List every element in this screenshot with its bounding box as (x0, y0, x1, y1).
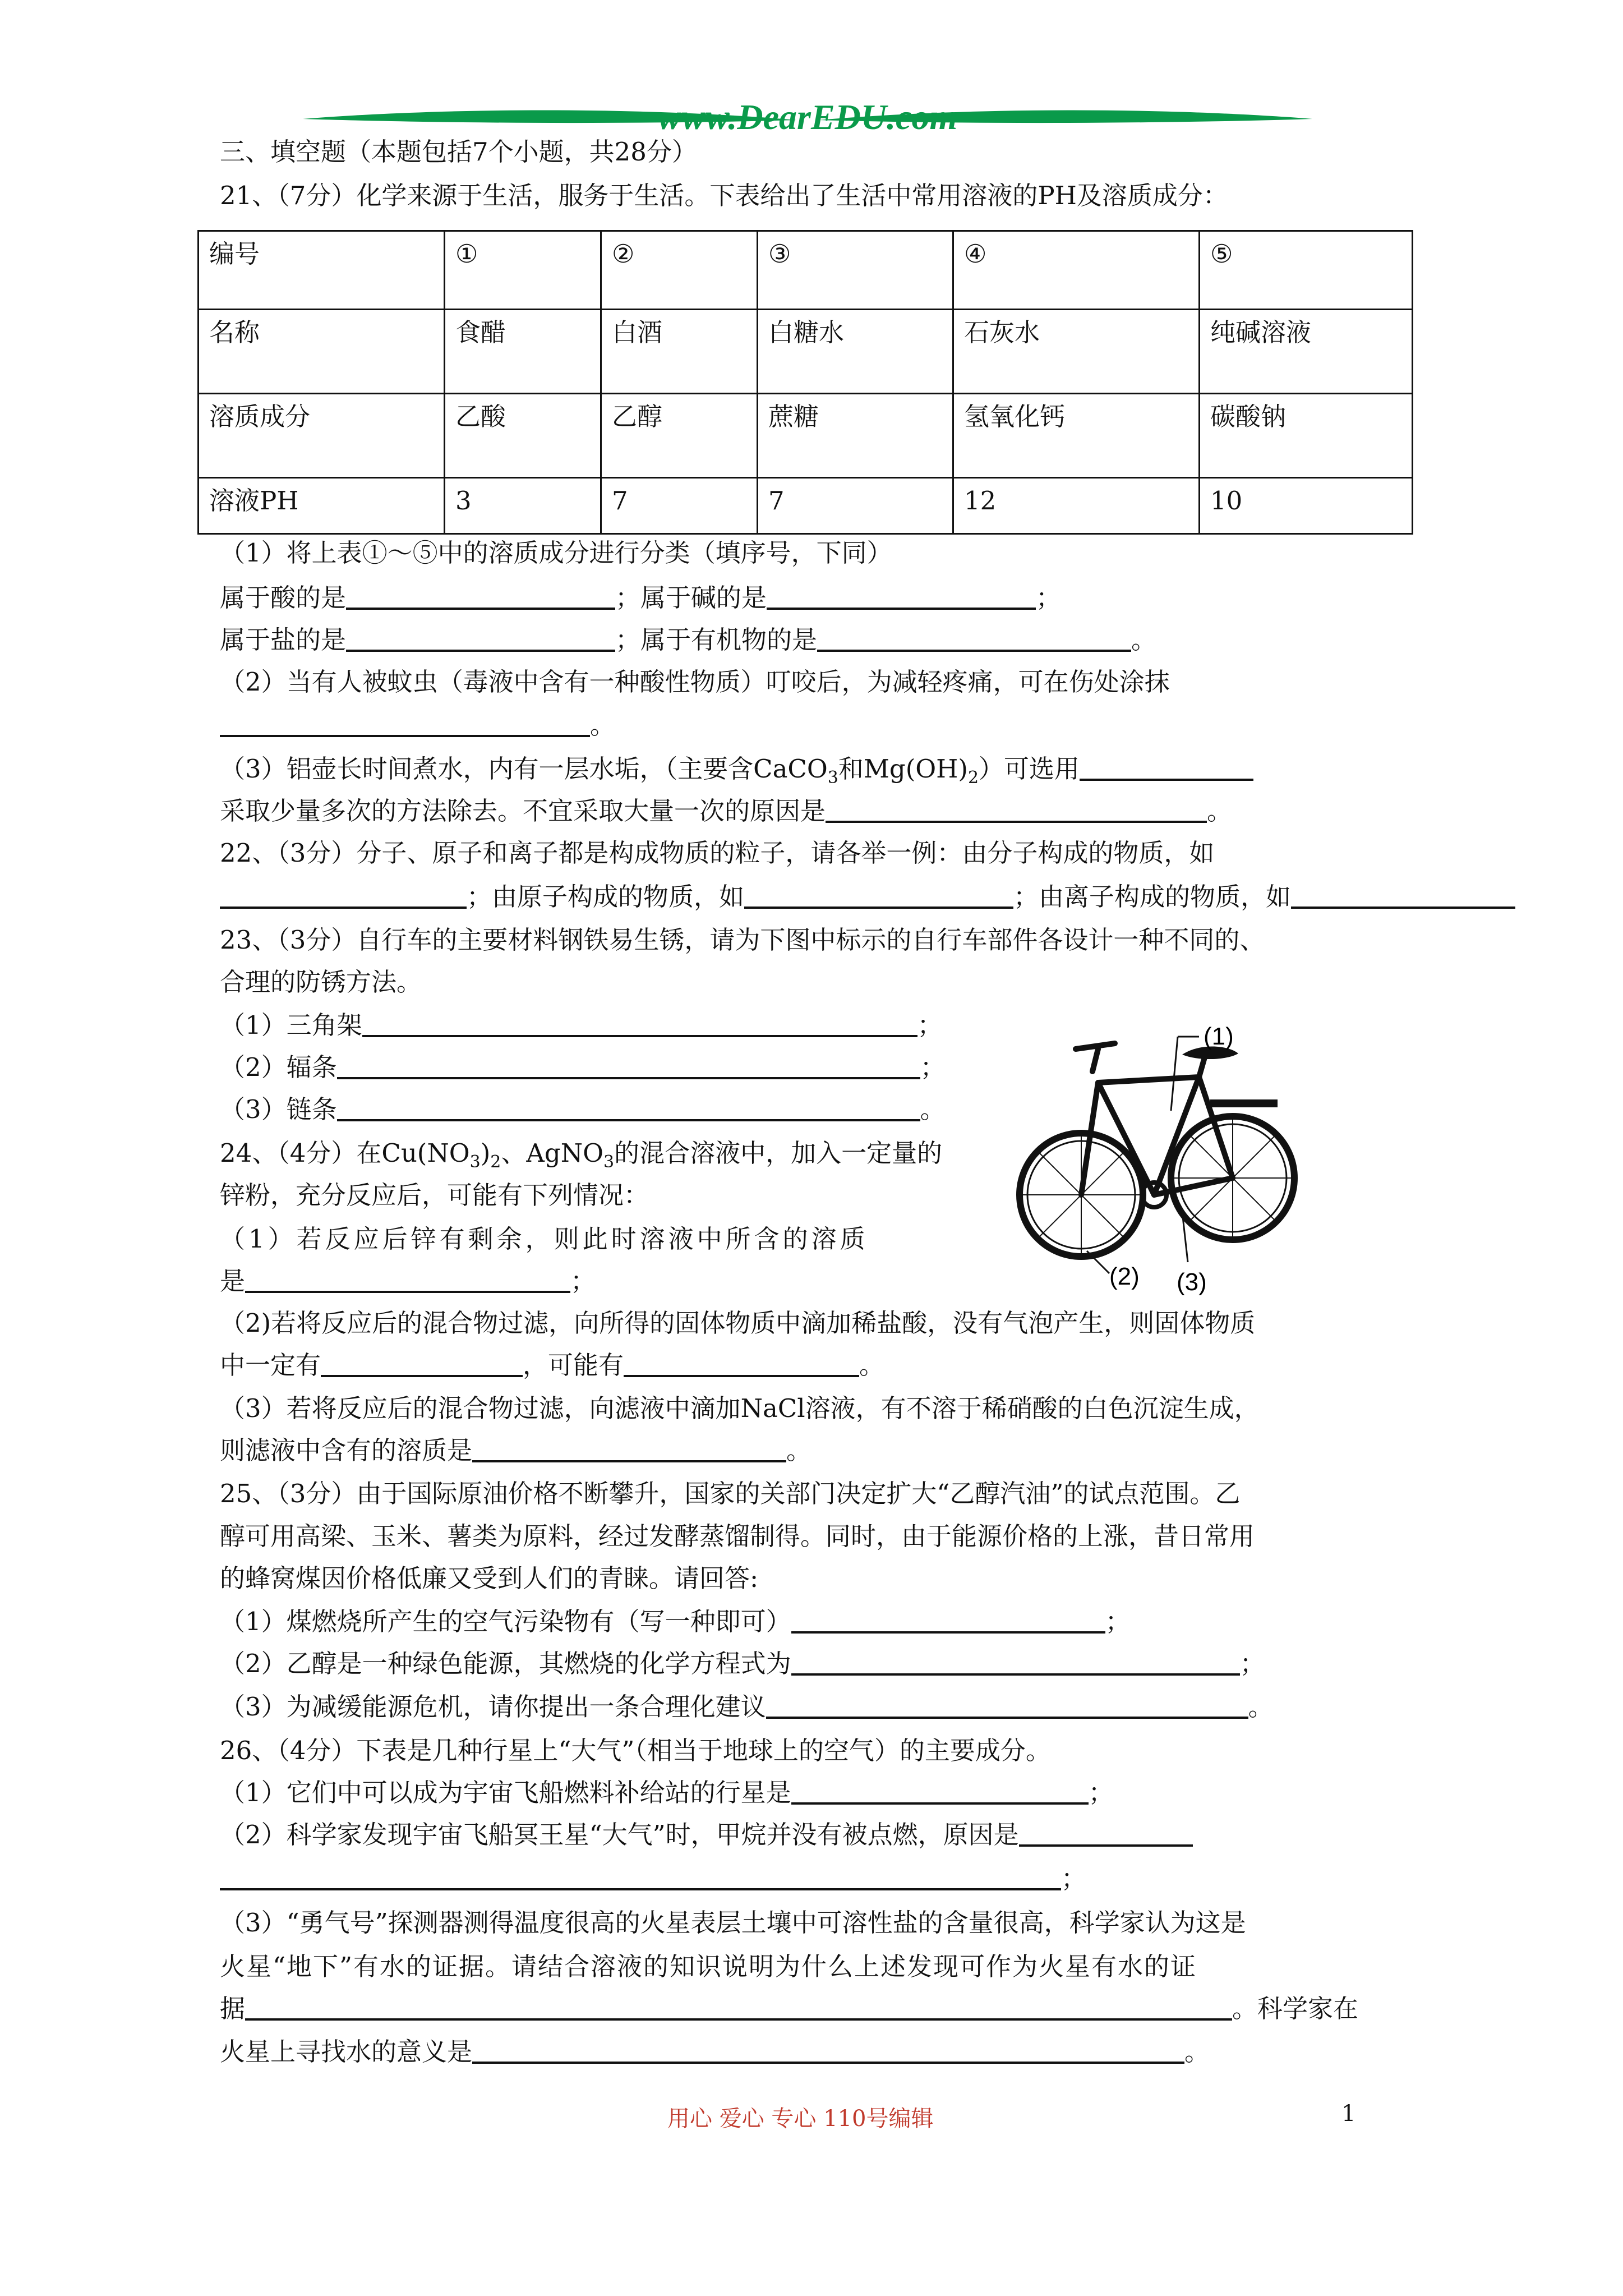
q24-part1: （1）若反应后锌有剩余，则此时溶液中所含的溶质 (220, 1224, 869, 1254)
q25-part3 (220, 1690, 1415, 1724)
q21-stem: 21、（7分）化学来源于生活，服务于生活。下表给出了生活中常用溶液的PH及溶质成分： (220, 181, 1228, 210)
punct: ； (1105, 1607, 1131, 1636)
q24-text: 中一定有 (220, 1350, 321, 1380)
table-cell: 7 (601, 478, 758, 534)
answer-blank[interactable] (337, 1094, 920, 1121)
table-cell: 3 (445, 478, 601, 534)
q23-label: （3）链条 (220, 1094, 337, 1124)
q26-text: （1）它们中可以成为宇宙飞船燃料补给站的行星是 (220, 1778, 791, 1807)
bike-label-2: (2) (1109, 1263, 1140, 1290)
answer-blank[interactable] (1080, 754, 1253, 781)
label-organic: ；属于有机物的是 (615, 625, 818, 655)
q23-label: （2）辐条 (220, 1052, 337, 1082)
q24-part2-answer (220, 1348, 1415, 1383)
punct: 。 (1248, 1692, 1274, 1722)
q26-part3: （3）“勇气号”探测器测得温度很高的火星表层土壤中可溶性盐的含量很高，科学家认为这是 (220, 1908, 1246, 1938)
page-footer: 用心 爱心 专心 110号编辑 (667, 2106, 934, 2132)
q24-text: 是 (220, 1266, 246, 1296)
answer-blank[interactable] (817, 625, 1131, 652)
q25-text: （1）煤燃烧所产生的空气污染物有（写一种即可） (220, 1607, 791, 1636)
answer-blank[interactable] (624, 1350, 859, 1377)
q26-part2-answer (220, 1861, 1415, 1896)
answer-blank[interactable] (744, 882, 1013, 909)
punct: 。 (920, 1094, 946, 1124)
section-title: 三、填空题（本题包括7个小题，共28分） (220, 137, 697, 167)
answer-blank[interactable] (472, 1435, 786, 1462)
logo-text: www.DearEDU.com (657, 97, 958, 137)
table-cell: 名称 (199, 310, 445, 394)
q26-part1 (220, 1775, 1415, 1810)
q25-stem3: 的蜂窝煤因价格低廉又受到人们的青睐。请回答: (220, 1563, 759, 1593)
table-cell: ⑤ (1200, 231, 1413, 310)
q25-part1 (220, 1604, 1415, 1639)
punct: 。 (1184, 2037, 1210, 2067)
q22-text: ；由原子构成的物质，如 (467, 882, 745, 912)
q25-text: （2）乙醇是一种绿色能源，其燃烧的化学方程式为 (220, 1649, 791, 1678)
answer-blank[interactable] (791, 1607, 1105, 1634)
punct: 。 (786, 1435, 812, 1465)
subscript: 3 (603, 1152, 615, 1172)
punct: ； (917, 1010, 943, 1040)
table-cell: 氢氧化钙 (953, 394, 1200, 478)
label-acid: 属于酸的是 (220, 583, 347, 613)
q25-text: （3）为减缓能源危机，请你提出一条合理化建议 (220, 1692, 766, 1722)
q24-part3-answer (220, 1433, 1415, 1468)
q21-part3-text: （3）铝壶长时间煮水，内有一层水垢，（主要含CaCO (220, 754, 828, 784)
q24-part1-answer (220, 1264, 1415, 1299)
table-cell: 石灰水 (953, 310, 1200, 394)
answer-blank[interactable] (220, 710, 590, 737)
label-salt: 属于盐的是 (220, 625, 347, 655)
subscript: 2 (967, 768, 979, 788)
table-cell: 溶质成分 (199, 394, 445, 478)
punct: ； (1061, 1864, 1087, 1893)
q26-part3-line3 (220, 1991, 1415, 2026)
subscript: 3 (827, 768, 838, 788)
q24-stem2: 锌粉，充分反应后，可能有下列情况： (220, 1180, 649, 1210)
answer-blank[interactable] (346, 625, 615, 652)
answer-blank[interactable] (791, 1649, 1240, 1676)
table-cell: 编号 (199, 231, 445, 310)
subscript: 2 (490, 1152, 501, 1172)
table-cell: 纯碱溶液 (1200, 310, 1413, 394)
q26-text: 火星上寻找水的意义是 (220, 2037, 473, 2067)
punct: 。 (1131, 625, 1157, 655)
punct: ； (1088, 1778, 1114, 1807)
q25-stem: 25、（3分）由于国际原油价格不断攀升，国家的关部门决定扩大“乙醇汽油”的试点范围。乙 (220, 1479, 1241, 1508)
table-cell: 白酒 (601, 310, 758, 394)
q26-part2 (220, 1818, 1415, 1852)
table-cell: ① (445, 231, 601, 310)
q26-part3-line2: 火星“地下”有水的证据。请结合溶液的知识说明为什么上述发现可作为火星有水的证 (220, 1952, 1197, 1981)
answer-blank[interactable] (245, 1266, 570, 1293)
q24-text: 、AgNO (501, 1138, 603, 1168)
q26-text: （2）科学家发现宇宙飞船冥王星“大气”时，甲烷并没有被点燃，原因是 (220, 1820, 1019, 1849)
table-cell: ② (601, 231, 758, 310)
q26-part3-line4 (220, 2035, 1415, 2069)
answer-blank[interactable] (220, 1864, 1061, 1890)
answer-blank[interactable] (472, 2037, 1184, 2064)
q21-part3-text: 采取少量多次的方法除去。不宜采取大量一次的原因是 (220, 796, 826, 826)
table-cell: 10 (1200, 478, 1413, 534)
q23-stem: 23、（3分）自行车的主要材料钢铁易生锈，请为下图中标示的自行车部件各设计一种不同的、 (220, 925, 1265, 955)
punct: ； (920, 1052, 946, 1082)
answer-blank[interactable] (321, 1350, 523, 1377)
table-cell: 乙酸 (445, 394, 601, 478)
punct: 。 (1207, 796, 1233, 826)
table-cell: 食醋 (445, 310, 601, 394)
q21-part3-line2 (220, 794, 1415, 829)
table-cell: 7 (758, 478, 953, 534)
subscript: 3 (469, 1152, 481, 1172)
q24-text: 则滤液中含有的溶质是 (220, 1435, 473, 1465)
answer-blank[interactable] (826, 796, 1207, 823)
q24-part2: （2)若将反应后的混合物过滤，向所得的固体物质中滴加稀盐酸，没有气泡产生，则固体物质 (220, 1308, 1256, 1338)
q25-stem2: 醇可用高梁、玉米、薯类为原料，经过发酵蒸馏制得。同时，由于能源价格的上涨，昔日常用 (220, 1521, 1255, 1551)
punct: 。 (590, 710, 616, 740)
q25-part2 (220, 1646, 1415, 1681)
punct: ； (1036, 583, 1062, 613)
q24-text: 的混合溶液中，加入一定量的 (614, 1138, 943, 1168)
q22-answers (220, 880, 1623, 914)
answer-blank[interactable] (766, 1692, 1248, 1719)
q21-part2-answer (220, 708, 1415, 743)
q21-part2: （2）当有人被蚊虫（毒液中含有一种酸性物质）叮咬后，为减轻疼痛，可在伤处涂抹 (220, 667, 1170, 697)
page-number: 1 (1341, 2101, 1356, 2127)
answer-blank[interactable] (220, 882, 467, 909)
table-cell: ③ (758, 231, 953, 310)
table-cell: 蔗糖 (758, 394, 953, 478)
q24-stem (220, 1136, 1415, 1171)
answer-blank[interactable] (337, 1052, 920, 1079)
q21-part3 (220, 752, 1415, 786)
punct: ； (570, 1266, 596, 1296)
answer-blank[interactable] (245, 1994, 1232, 2021)
q26-text: 。科学家在 (1232, 1994, 1359, 2023)
answer-blank[interactable] (1291, 882, 1515, 909)
table-cell: 12 (953, 478, 1200, 534)
table-cell: 溶液PH (199, 478, 445, 534)
table-cell: 碳酸钠 (1200, 394, 1413, 478)
q21-part3-text: 和Mg(OH) (838, 754, 968, 784)
answer-blank[interactable] (362, 1010, 917, 1037)
q23-stem2: 合理的防锈方法。 (220, 967, 422, 997)
table-cell: 白糖水 (758, 310, 953, 394)
answer-blank[interactable] (767, 583, 1036, 610)
q26-text: 据 (220, 1994, 246, 2023)
q26-stem: 26、（4分）下表是几种行星上“大气”（相当于地球上的空气）的主要成分。 (220, 1736, 1051, 1765)
q21-part1: （1）将上表①～⑤中的溶质成分进行分类（填序号，下同） (220, 538, 892, 568)
q21-acid-base-line (220, 581, 1415, 615)
q24-part3: （3）若将反应后的混合物过滤，向滤液中滴加NaCl溶液，有不溶于稀硝酸的白色沉淀生成， (220, 1393, 1260, 1423)
punct: 。 (859, 1350, 885, 1380)
q21-salt-organic-line (220, 623, 1415, 657)
q24-text: 24、（4分）在Cu(NO (220, 1138, 470, 1168)
answer-blank[interactable] (346, 583, 615, 610)
q22-stem: 22、（3分）分子、原子和离子都是构成物质的粒子，请各举一例：由分子构成的物质，如 (220, 838, 1215, 868)
answer-blank[interactable] (791, 1778, 1089, 1805)
label-base: ；属于碱的是 (615, 583, 767, 613)
q23-label: （1）三角架 (220, 1010, 362, 1040)
punct: ； (1239, 1649, 1265, 1678)
ph-table (197, 230, 1413, 535)
q22-text: ；由离子构成的物质，如 (1013, 882, 1292, 912)
q21-part3-text: ）可选用 (979, 754, 1080, 784)
table-cell: 乙醇 (601, 394, 758, 478)
q24-text: ，可能有 (523, 1350, 624, 1380)
bike-label-3: (3) (1177, 1268, 1207, 1296)
answer-blank[interactable] (1019, 1820, 1193, 1847)
q24-text: ) (480, 1138, 491, 1168)
table-cell: ④ (953, 231, 1200, 310)
bike-label-1: (1) (1204, 1023, 1234, 1050)
